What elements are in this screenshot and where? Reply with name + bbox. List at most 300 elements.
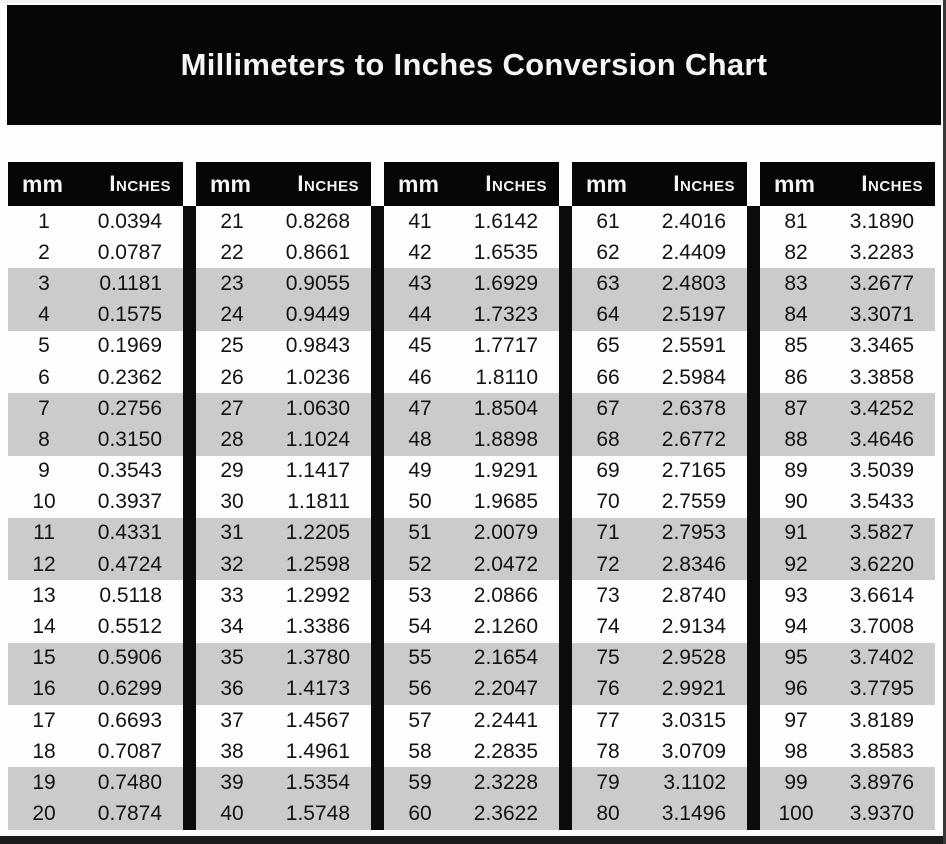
- inches-value: 2.7165: [661, 459, 726, 483]
- table-row: [760, 705, 935, 736]
- inches-value: 2.2047: [473, 677, 538, 701]
- table-row: [572, 767, 747, 798]
- inches-value: 0.7874: [97, 802, 162, 826]
- table-row: [384, 300, 559, 331]
- inches-value: 0.9843: [285, 334, 350, 358]
- table-row: [8, 300, 183, 331]
- mm-value: 36: [220, 677, 244, 701]
- column-group: [8, 162, 183, 830]
- inches-header-label: Inches: [861, 171, 923, 196]
- mm-value: 93: [784, 583, 808, 607]
- table-row: [572, 580, 747, 611]
- inches-value: 3.9370: [849, 802, 914, 826]
- table-row: [8, 393, 183, 424]
- page-title: Millimeters to Inches Conversion Chart: [180, 47, 768, 82]
- mm-value: 74: [596, 615, 620, 639]
- table-row: [760, 580, 935, 611]
- inches-value: 0.1181: [99, 271, 162, 295]
- mm-value: 16: [32, 677, 56, 701]
- table-row: [572, 393, 747, 424]
- mm-value: 18: [32, 739, 56, 763]
- table-row: [8, 799, 183, 830]
- inches-value: 1.8898: [473, 427, 538, 451]
- inches-value: 3.1890: [849, 209, 914, 233]
- mm-value: 60: [408, 802, 432, 826]
- inches-value: 1.6535: [473, 240, 538, 264]
- inches-value: 0.7480: [97, 770, 162, 794]
- table-row: [8, 237, 183, 268]
- table-row: [384, 424, 559, 455]
- mm-header-label: mm: [210, 170, 251, 197]
- inches-value: 2.9528: [661, 646, 726, 670]
- inches-value: 1.9685: [473, 490, 538, 514]
- inches-value: 2.5197: [661, 303, 726, 327]
- table-row: [8, 580, 183, 611]
- table-row: [760, 799, 935, 830]
- mm-value: 51: [408, 521, 432, 545]
- inches-value: 1.4961: [285, 739, 350, 763]
- mm-value: 98: [784, 739, 808, 763]
- column-group: [572, 162, 747, 830]
- mm-value: 89: [784, 459, 808, 483]
- table-row: [196, 705, 371, 736]
- inches-value: 1.9291: [473, 459, 538, 483]
- table-row: [572, 643, 747, 674]
- mm-value: 70: [596, 490, 620, 514]
- column-divider: [183, 206, 196, 830]
- mm-value: 67: [596, 396, 620, 420]
- inches-value: 0.1575: [97, 303, 162, 327]
- inches-header-label: Inches: [673, 171, 735, 196]
- table-row: [572, 206, 747, 237]
- mm-value: 33: [220, 583, 244, 607]
- group-header: [572, 162, 747, 206]
- table-row: [572, 456, 747, 487]
- inches-value: 1.4567: [285, 708, 350, 732]
- column-gap: [559, 162, 572, 830]
- mm-value: 48: [408, 427, 432, 451]
- mm-value: 55: [408, 646, 432, 670]
- inches-value: 3.7402: [849, 646, 914, 670]
- inches-value: 2.6772: [661, 427, 726, 451]
- inches-value: 2.5591: [661, 334, 726, 358]
- table-row: [572, 611, 747, 642]
- table-row: [760, 456, 935, 487]
- table-row: [572, 268, 747, 299]
- mm-value: 62: [596, 240, 620, 264]
- column-gap: [747, 162, 760, 830]
- mm-value: 12: [32, 552, 56, 576]
- table-row: [8, 268, 183, 299]
- table-row: [196, 331, 371, 362]
- table-row: [384, 611, 559, 642]
- mm-value: 37: [220, 708, 244, 732]
- mm-header-label: mm: [22, 170, 63, 197]
- table-row: [760, 767, 935, 798]
- inches-value: 2.7559: [661, 490, 726, 514]
- inches-header-label: Inches: [297, 171, 359, 196]
- inches-value: 0.0787: [97, 240, 162, 264]
- inches-value: 0.3150: [97, 427, 162, 451]
- mm-value: 4: [38, 303, 50, 327]
- inches-value: 1.1811: [287, 490, 350, 514]
- inches-value: 2.6378: [661, 396, 726, 420]
- table-row: [8, 767, 183, 798]
- table-row: [572, 549, 747, 580]
- mm-value: 45: [408, 334, 432, 358]
- mm-value: 9: [38, 459, 50, 483]
- column-divider: [371, 206, 384, 830]
- column-group: [384, 162, 559, 830]
- inches-value: 2.0866: [473, 583, 538, 607]
- mm-value: 57: [408, 708, 432, 732]
- mm-value: 38: [220, 739, 244, 763]
- inches-value: 3.5039: [849, 459, 914, 483]
- mm-header-label: mm: [774, 170, 815, 197]
- group-header: [760, 162, 935, 206]
- inches-value: 1.3386: [285, 615, 350, 639]
- inches-value: 3.4646: [849, 427, 914, 451]
- inches-value: 0.8268: [285, 209, 350, 233]
- mm-value: 3: [38, 271, 50, 295]
- inches-value: 1.1417: [285, 459, 350, 483]
- mm-value: 17: [32, 708, 56, 732]
- table-row: [760, 362, 935, 393]
- table-row: [572, 331, 747, 362]
- inches-value: 1.0630: [285, 396, 350, 420]
- mm-value: 49: [408, 459, 432, 483]
- mm-value: 50: [408, 490, 432, 514]
- table-row: [196, 362, 371, 393]
- table-row: [8, 362, 183, 393]
- inches-value: 2.8346: [661, 552, 726, 576]
- table-row: [384, 549, 559, 580]
- mm-value: 35: [220, 646, 244, 670]
- mm-value: 94: [784, 615, 808, 639]
- inches-value: 2.2441: [473, 708, 538, 732]
- mm-value: 46: [408, 365, 432, 389]
- mm-value: 88: [784, 427, 808, 451]
- inches-value: 2.0472: [473, 552, 538, 576]
- table-row: [196, 767, 371, 798]
- inches-value: 1.0236: [285, 365, 350, 389]
- table-row: [760, 549, 935, 580]
- mm-value: 86: [784, 365, 808, 389]
- table-row: [384, 487, 559, 518]
- mm-value: 28: [220, 427, 244, 451]
- mm-value: 76: [596, 677, 620, 701]
- table-row: [8, 206, 183, 237]
- mm-value: 95: [784, 646, 808, 670]
- inches-value: 2.0079: [473, 521, 538, 545]
- table-row: [760, 518, 935, 549]
- mm-value: 96: [784, 677, 808, 701]
- table-row: [572, 518, 747, 549]
- mm-value: 40: [220, 802, 244, 826]
- table-row: [196, 518, 371, 549]
- inches-value: 1.7717: [473, 334, 538, 358]
- inches-value: 0.5906: [97, 646, 162, 670]
- inches-value: 3.5827: [849, 521, 914, 545]
- mm-value: 71: [596, 521, 620, 545]
- inches-value: 3.4252: [849, 396, 914, 420]
- table-row: [384, 206, 559, 237]
- table-row: [8, 518, 183, 549]
- inches-value: 1.2992: [285, 583, 350, 607]
- mm-value: 41: [408, 209, 432, 233]
- inches-value: 0.9449: [285, 303, 350, 327]
- inches-value: 2.9134: [661, 615, 726, 639]
- table-row: [384, 393, 559, 424]
- inches-value: 1.4173: [285, 677, 350, 701]
- inches-value: 0.1969: [97, 334, 162, 358]
- mm-value: 85: [784, 334, 808, 358]
- inches-value: 3.2677: [849, 271, 914, 295]
- inches-value: 0.5512: [97, 615, 162, 639]
- title-banner: [7, 5, 941, 125]
- table-row: [8, 611, 183, 642]
- inches-value: 0.0394: [97, 209, 162, 233]
- conversion-table: [8, 162, 935, 830]
- inches-value: 3.1496: [661, 802, 726, 826]
- inches-value: 2.4803: [661, 271, 726, 295]
- table-row: [384, 580, 559, 611]
- table-row: [572, 300, 747, 331]
- table-row: [8, 549, 183, 580]
- inches-value: 1.7323: [473, 303, 538, 327]
- inches-value: 1.6929: [473, 271, 538, 295]
- inches-value: 3.8976: [849, 770, 914, 794]
- inches-value: 1.6142: [473, 209, 538, 233]
- mm-value: 32: [220, 552, 244, 576]
- inches-value: 3.8189: [849, 708, 914, 732]
- table-row: [760, 611, 935, 642]
- mm-value: 6: [38, 365, 50, 389]
- mm-value: 10: [32, 490, 56, 514]
- inches-value: 2.9921: [661, 677, 726, 701]
- table-row: [196, 549, 371, 580]
- mm-value: 97: [784, 708, 808, 732]
- table-row: [196, 393, 371, 424]
- mm-value: 69: [596, 459, 620, 483]
- mm-value: 26: [220, 365, 244, 389]
- mm-value: 78: [596, 739, 620, 763]
- mm-value: 83: [784, 271, 808, 295]
- table-row: [760, 300, 935, 331]
- mm-value: 52: [408, 552, 432, 576]
- table-row: [196, 237, 371, 268]
- table-row: [384, 237, 559, 268]
- table-row: [384, 799, 559, 830]
- mm-value: 5: [38, 334, 50, 358]
- table-row: [8, 487, 183, 518]
- mm-value: 30: [220, 490, 244, 514]
- inches-value: 3.6614: [849, 583, 914, 607]
- mm-value: 80: [596, 802, 620, 826]
- mm-value: 64: [596, 303, 620, 327]
- table-row: [384, 518, 559, 549]
- mm-value: 72: [596, 552, 620, 576]
- inches-value: 1.8504: [473, 396, 538, 420]
- mm-value: 7: [38, 396, 50, 420]
- table-row: [572, 799, 747, 830]
- inches-value: 2.4016: [661, 209, 726, 233]
- mm-value: 8: [38, 427, 50, 451]
- inches-value: 2.8740: [661, 583, 726, 607]
- inches-value: 0.9055: [285, 271, 350, 295]
- inches-value: 0.5118: [99, 583, 162, 607]
- table-row: [384, 456, 559, 487]
- table-row: [760, 736, 935, 767]
- table-row: [196, 799, 371, 830]
- table-row: [8, 456, 183, 487]
- table-row: [8, 331, 183, 362]
- table-row: [760, 487, 935, 518]
- table-row: [8, 643, 183, 674]
- inches-value: 2.7953: [661, 521, 726, 545]
- mm-value: 42: [408, 240, 432, 264]
- mm-value: 100: [778, 802, 814, 826]
- mm-value: 73: [596, 583, 620, 607]
- table-row: [572, 237, 747, 268]
- inches-value: 2.1260: [473, 615, 538, 639]
- table-row: [572, 424, 747, 455]
- table-row: [196, 580, 371, 611]
- mm-value: 29: [220, 459, 244, 483]
- inches-value: 0.4724: [97, 552, 162, 576]
- inches-value: 2.5984: [661, 365, 726, 389]
- mm-value: 24: [220, 303, 244, 327]
- inches-value: 3.3071: [849, 303, 914, 327]
- inches-value: 3.7008: [849, 615, 914, 639]
- mm-value: 84: [784, 303, 808, 327]
- column-divider: [747, 206, 760, 830]
- mm-value: 19: [32, 770, 56, 794]
- table-row: [384, 362, 559, 393]
- inches-value: 1.2205: [285, 521, 350, 545]
- mm-value: 1: [38, 209, 50, 233]
- table-row: [384, 268, 559, 299]
- mm-value: 21: [220, 209, 244, 233]
- inches-value: 3.8583: [849, 739, 914, 763]
- inches-value: 1.3780: [285, 646, 350, 670]
- mm-value: 39: [220, 770, 244, 794]
- mm-value: 2: [38, 240, 50, 264]
- table-row: [384, 643, 559, 674]
- table-row: [384, 767, 559, 798]
- mm-value: 87: [784, 396, 808, 420]
- table-row: [384, 705, 559, 736]
- mm-value: 66: [596, 365, 620, 389]
- inches-value: 0.7087: [97, 739, 162, 763]
- table-row: [572, 487, 747, 518]
- inches-value: 2.1654: [473, 646, 538, 670]
- top-edge-line: [0, 0, 946, 3]
- inches-value: 0.3937: [97, 490, 162, 514]
- table-row: [196, 268, 371, 299]
- mm-value: 43: [408, 271, 432, 295]
- inches-header-label: Inches: [109, 171, 171, 196]
- table-row: [572, 736, 747, 767]
- table-row: [8, 424, 183, 455]
- table-row: [760, 674, 935, 705]
- table-row: [8, 736, 183, 767]
- mm-value: 14: [32, 615, 56, 639]
- inches-value: 0.3543: [97, 459, 162, 483]
- mm-value: 25: [220, 334, 244, 358]
- mm-value: 11: [33, 521, 55, 545]
- mm-value: 58: [408, 739, 432, 763]
- mm-value: 27: [220, 396, 244, 420]
- mm-value: 63: [596, 271, 620, 295]
- table-row: [196, 206, 371, 237]
- table-row: [196, 611, 371, 642]
- inches-value: 3.1102: [663, 770, 726, 794]
- table-row: [384, 674, 559, 705]
- table-row: [196, 736, 371, 767]
- table-row: [760, 393, 935, 424]
- mm-value: 44: [408, 303, 432, 327]
- group-header: [384, 162, 559, 206]
- column-group: [760, 162, 935, 830]
- mm-value: 81: [784, 209, 808, 233]
- bottom-bar: [0, 836, 946, 844]
- mm-value: 68: [596, 427, 620, 451]
- inches-value: 0.6299: [97, 677, 162, 701]
- inches-value: 1.2598: [285, 552, 350, 576]
- mm-value: 34: [220, 615, 244, 639]
- table-row: [760, 268, 935, 299]
- table-row: [760, 643, 935, 674]
- inches-value: 1.8110: [475, 365, 538, 389]
- inches-value: 1.1024: [285, 427, 350, 451]
- inches-value: 3.3465: [849, 334, 914, 358]
- table-row: [8, 674, 183, 705]
- inches-value: 3.0709: [661, 739, 726, 763]
- table-row: [572, 674, 747, 705]
- inches-value: 3.2283: [849, 240, 914, 264]
- inches-value: 0.4331: [97, 521, 162, 545]
- inches-value: 1.5748: [285, 802, 350, 826]
- mm-value: 59: [408, 770, 432, 794]
- inches-value: 0.8661: [285, 240, 350, 264]
- column-gap: [371, 162, 384, 830]
- mm-value: 15: [32, 646, 56, 670]
- mm-value: 77: [596, 708, 620, 732]
- inches-value: 1.5354: [285, 770, 350, 794]
- inches-value: 3.7795: [849, 677, 914, 701]
- inches-value: 3.0315: [661, 708, 726, 732]
- inches-value: 0.2362: [97, 365, 162, 389]
- mm-value: 20: [32, 802, 56, 826]
- mm-value: 75: [596, 646, 620, 670]
- inches-value: 3.6220: [849, 552, 914, 576]
- group-header: [196, 162, 371, 206]
- mm-value: 61: [596, 209, 620, 233]
- inches-header-label: Inches: [485, 171, 547, 196]
- column-divider: [559, 206, 572, 830]
- table-row: [384, 736, 559, 767]
- table-row: [384, 331, 559, 362]
- table-row: [572, 705, 747, 736]
- inches-value: 2.3228: [473, 770, 538, 794]
- table-row: [196, 300, 371, 331]
- table-row: [760, 206, 935, 237]
- mm-value: 13: [32, 583, 56, 607]
- table-row: [196, 674, 371, 705]
- mm-value: 53: [408, 583, 432, 607]
- mm-value: 22: [220, 240, 244, 264]
